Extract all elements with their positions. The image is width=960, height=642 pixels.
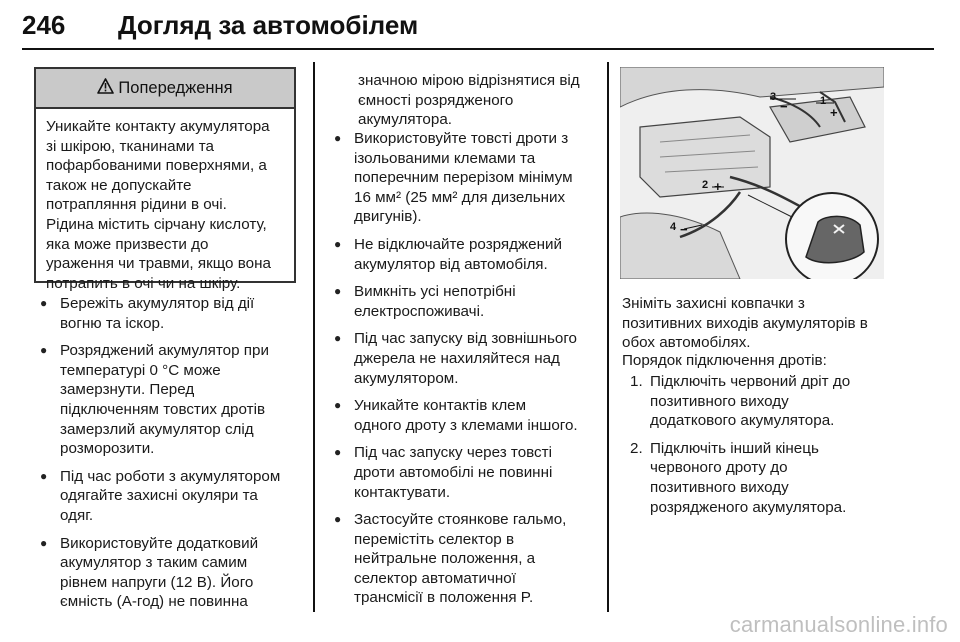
- warning-header: [36, 69, 294, 109]
- bullet-line: ● Використовуйте товсті дроти з: [354, 130, 569, 147]
- bullet-item: [40, 294, 310, 333]
- step-line: додаткового акумулятора.: [650, 412, 835, 430]
- bullet-line: замерзнути. Перед: [60, 381, 195, 399]
- bullet-line: ● Вимкніть усі непотрібні: [354, 283, 516, 301]
- warning-line: ураження чи травми, якщо вона: [46, 255, 271, 273]
- bullet-line: ємність (А-год) не повинна: [60, 593, 248, 611]
- bullet-item: [334, 443, 600, 502]
- bullet-item: [334, 129, 600, 227]
- continued-text: [358, 71, 580, 130]
- bullet-line: замерзлий акумулятор слід: [60, 420, 254, 438]
- column1-bullet-list: [40, 294, 310, 620]
- step-number: 1.: [630, 373, 643, 390]
- warning-line: Рідина містить сірчану кислоту,: [46, 215, 267, 233]
- warning-heading: Попередження: [118, 78, 233, 97]
- step-item: [622, 372, 892, 431]
- step-number: 2.: [630, 439, 643, 457]
- minus-marker-4: −: [680, 222, 688, 237]
- watermark: carmanualsonline.info: [729, 612, 948, 637]
- warning-line: Уникайте контакту акумулятора: [46, 118, 270, 135]
- bullet-item: [334, 396, 600, 435]
- column-divider-1: [313, 62, 315, 612]
- bullet-line: ● Уникайте контактів клем: [354, 397, 527, 415]
- warning-line: пофарбованими поверхнями, а: [46, 157, 267, 175]
- bullet-line: джерела не нахиляйтеся над: [354, 349, 560, 367]
- connection-steps-list: [622, 372, 892, 525]
- connection-order-heading: Порядок підключення дротів:: [622, 352, 827, 369]
- page-number: 246: [22, 10, 66, 40]
- step-item: [622, 439, 892, 517]
- warning-triangle-icon: [97, 78, 114, 99]
- warning-line: також не допускайте: [46, 176, 192, 194]
- bullet-line: акумулятор від автомобіля.: [354, 255, 548, 273]
- bullet-line: селектор автоматичної: [354, 569, 516, 587]
- bullet-line: ● Використовуйте додатковий: [60, 534, 259, 552]
- bullet-line: ● Під час запуску через товсті: [354, 444, 552, 462]
- bullet-line: перемістіть селектор в: [354, 530, 515, 548]
- step-line: Підключіть інший кінець: [650, 439, 819, 457]
- warning-line: потрапить в очі чи на шкіру.: [46, 274, 241, 292]
- bullet-line: контактувати.: [354, 483, 451, 501]
- bullet-item: [334, 510, 600, 608]
- bullet-item: [334, 235, 600, 274]
- bullet-line: ● Розряджений акумулятор при: [60, 342, 269, 360]
- bullet-line: поперечним перерізом мінімум: [354, 169, 573, 187]
- bullet-line: ізольованими клемами та: [354, 149, 536, 167]
- bullet-item: [40, 341, 310, 459]
- bullet-line: акумулятор з таким самим: [60, 554, 248, 572]
- callout-1: 1: [820, 95, 827, 107]
- bullet-line: розморозити.: [60, 440, 155, 458]
- bullet-line: двигунів).: [354, 208, 422, 226]
- step-line: розрядженого акумулятора.: [650, 498, 847, 516]
- bullet-line: підключенням товстих дротів: [60, 400, 266, 418]
- bullet-item: [334, 329, 600, 388]
- step-line: червоного дроту до: [650, 459, 788, 477]
- bullet-line: акумулятором.: [354, 369, 459, 387]
- continued-line: значною мірою відрізнятися від: [358, 72, 580, 89]
- bullet-line: ● Під час запуску від зовнішнього: [354, 330, 577, 348]
- continued-line: акумулятора.: [358, 111, 452, 129]
- callout-3: 3: [770, 91, 777, 103]
- bullet-item: [40, 534, 310, 612]
- bullet-line: одного дроту з клемами іншого.: [354, 416, 578, 434]
- bullet-item: [334, 282, 600, 321]
- bullet-line: одягайте захисні окуляри та: [60, 487, 258, 505]
- warning-line: зі шкірою, тканинами та: [46, 137, 214, 155]
- plus-marker-1: +: [830, 105, 838, 120]
- bullet-line: рівнем напруги (12 В). Його: [60, 573, 254, 591]
- column-divider-2: [607, 62, 609, 612]
- bullet-line: температурі 0 °C може: [60, 361, 221, 379]
- paragraph-line: обох автомобілях.: [622, 334, 751, 352]
- bullet-line: ● Не відключайте розряджений: [354, 235, 562, 253]
- bullet-line: ● Бережіть акумулятор від дії: [60, 295, 255, 312]
- column2-bullet-list: [334, 129, 600, 616]
- bullet-line: електроспоживачі.: [354, 302, 485, 320]
- bullet-line: нейтральне положення, а: [354, 550, 536, 568]
- page-header: [22, 4, 934, 46]
- plus-marker-2: +: [714, 179, 722, 194]
- jump-start-figure: [620, 67, 884, 279]
- bullet-line: дроти автомобілі не повинні: [354, 463, 553, 481]
- bullet-line: ● Застосуйте стоянкове гальмо,: [354, 511, 567, 529]
- minus-marker-3: −: [780, 99, 788, 114]
- bullet-line: вогню та іскор.: [60, 314, 165, 332]
- bullet-line: одяг.: [60, 506, 94, 524]
- remove-caps-paragraph: [622, 294, 892, 353]
- warning-text: [36, 109, 294, 299]
- step-line: позитивного виходу: [650, 478, 789, 496]
- paragraph-line: Зніміть захисні ковпачки з: [622, 295, 805, 312]
- paragraph-line: позитивних виходів акумуляторів в: [622, 314, 868, 332]
- bullet-item: [40, 467, 310, 526]
- page-title: Догляд за автомобілем: [118, 10, 419, 40]
- warning-box: [34, 67, 296, 292]
- warning-line: потрапляння рідини в очі.: [46, 196, 227, 214]
- bullet-line: трансмісії в положення P.: [354, 589, 534, 607]
- engine-bay-illustration: [620, 67, 884, 279]
- warning-line: яка може призвести до: [46, 235, 209, 253]
- bullet-line: 16 мм² (25 мм² для дизельних: [354, 188, 566, 206]
- continued-line: ємності розрядженого: [358, 91, 514, 109]
- step-line: позитивного виходу: [650, 392, 789, 410]
- callout-4: 4: [670, 221, 677, 233]
- header-rule: [22, 48, 934, 50]
- callout-2: 2: [702, 179, 709, 191]
- bullet-line: ● Під час роботи з акумулятором: [60, 467, 281, 485]
- step-line: Підключіть червоний дріт до: [650, 373, 851, 390]
